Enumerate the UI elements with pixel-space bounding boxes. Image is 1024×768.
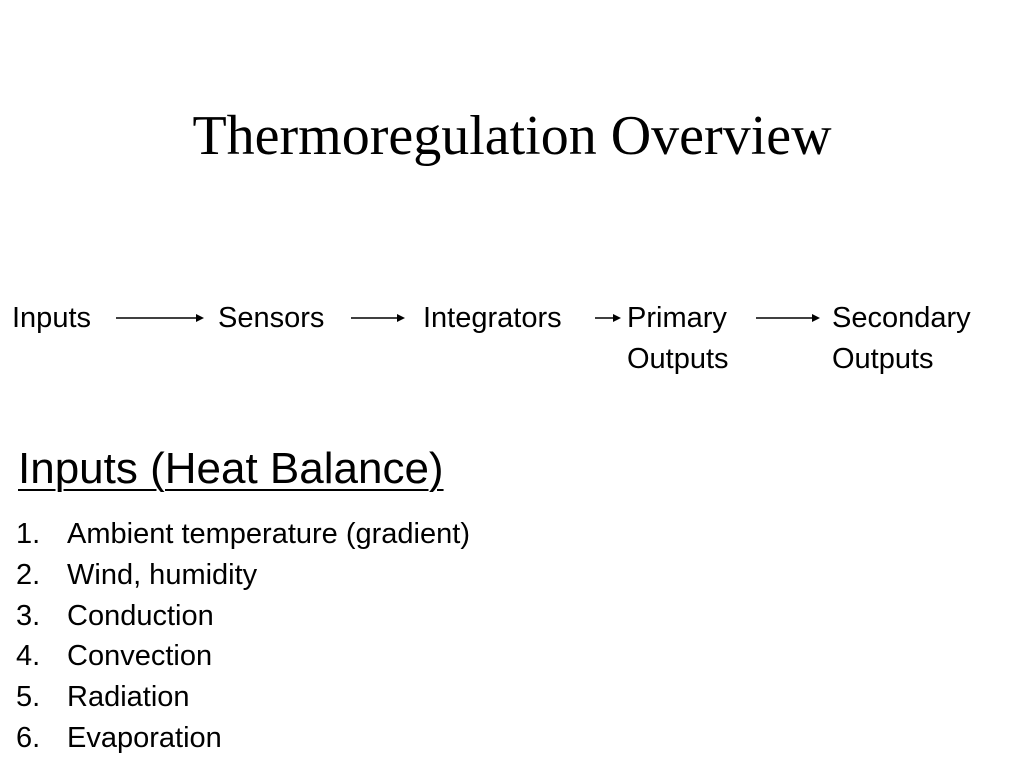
list-item [16, 677, 470, 718]
flow-node-label-line2: Outputs [627, 343, 729, 375]
list-item-number: 5. [16, 681, 41, 714]
flow-node-label: Sensors [218, 302, 325, 334]
flow-node-inputs [12, 298, 91, 339]
flow-node-integrators [423, 298, 562, 339]
arrow-right-icon [351, 310, 405, 326]
flow-node-label: Inputs [12, 302, 91, 334]
list-item-number: 1. [16, 518, 41, 550]
flow-node-primary-outputs [627, 298, 729, 380]
arrow-right-icon [595, 310, 621, 326]
list-item-text: Evaporation [67, 721, 222, 754]
flow-node-label-line1: Primary [627, 302, 727, 334]
list-item [16, 596, 470, 637]
section-heading: Inputs (Heat Balance) [18, 444, 444, 493]
slide-title: Thermoregulation Overview [192, 105, 832, 167]
flow-node-label: Integrators [423, 302, 562, 334]
list-item-text: Wind, humidity [67, 558, 258, 591]
flow-node-label-line2: Outputs [832, 343, 934, 375]
flow-node-secondary-outputs [832, 298, 971, 380]
flow-node-sensors [218, 298, 324, 339]
list-item-text: Radiation [67, 681, 190, 714]
list-item [16, 514, 470, 555]
list-item [16, 555, 470, 596]
arrow-right-icon [116, 310, 204, 326]
flow-node-label-line1: Secondary [832, 302, 971, 334]
list-item-number: 2. [16, 558, 41, 591]
list-item-number: 3. [16, 599, 41, 632]
inputs-list [16, 514, 470, 759]
list-item-number: 6. [16, 721, 41, 754]
arrow-right-icon [756, 310, 820, 326]
list-item [16, 718, 470, 759]
list-item-text: Conduction [67, 599, 214, 632]
list-item-text: Convection [67, 640, 213, 673]
list-item-text: Ambient temperature (gradient) [67, 518, 470, 550]
list-item-number: 4. [16, 640, 41, 673]
list-item [16, 636, 470, 677]
